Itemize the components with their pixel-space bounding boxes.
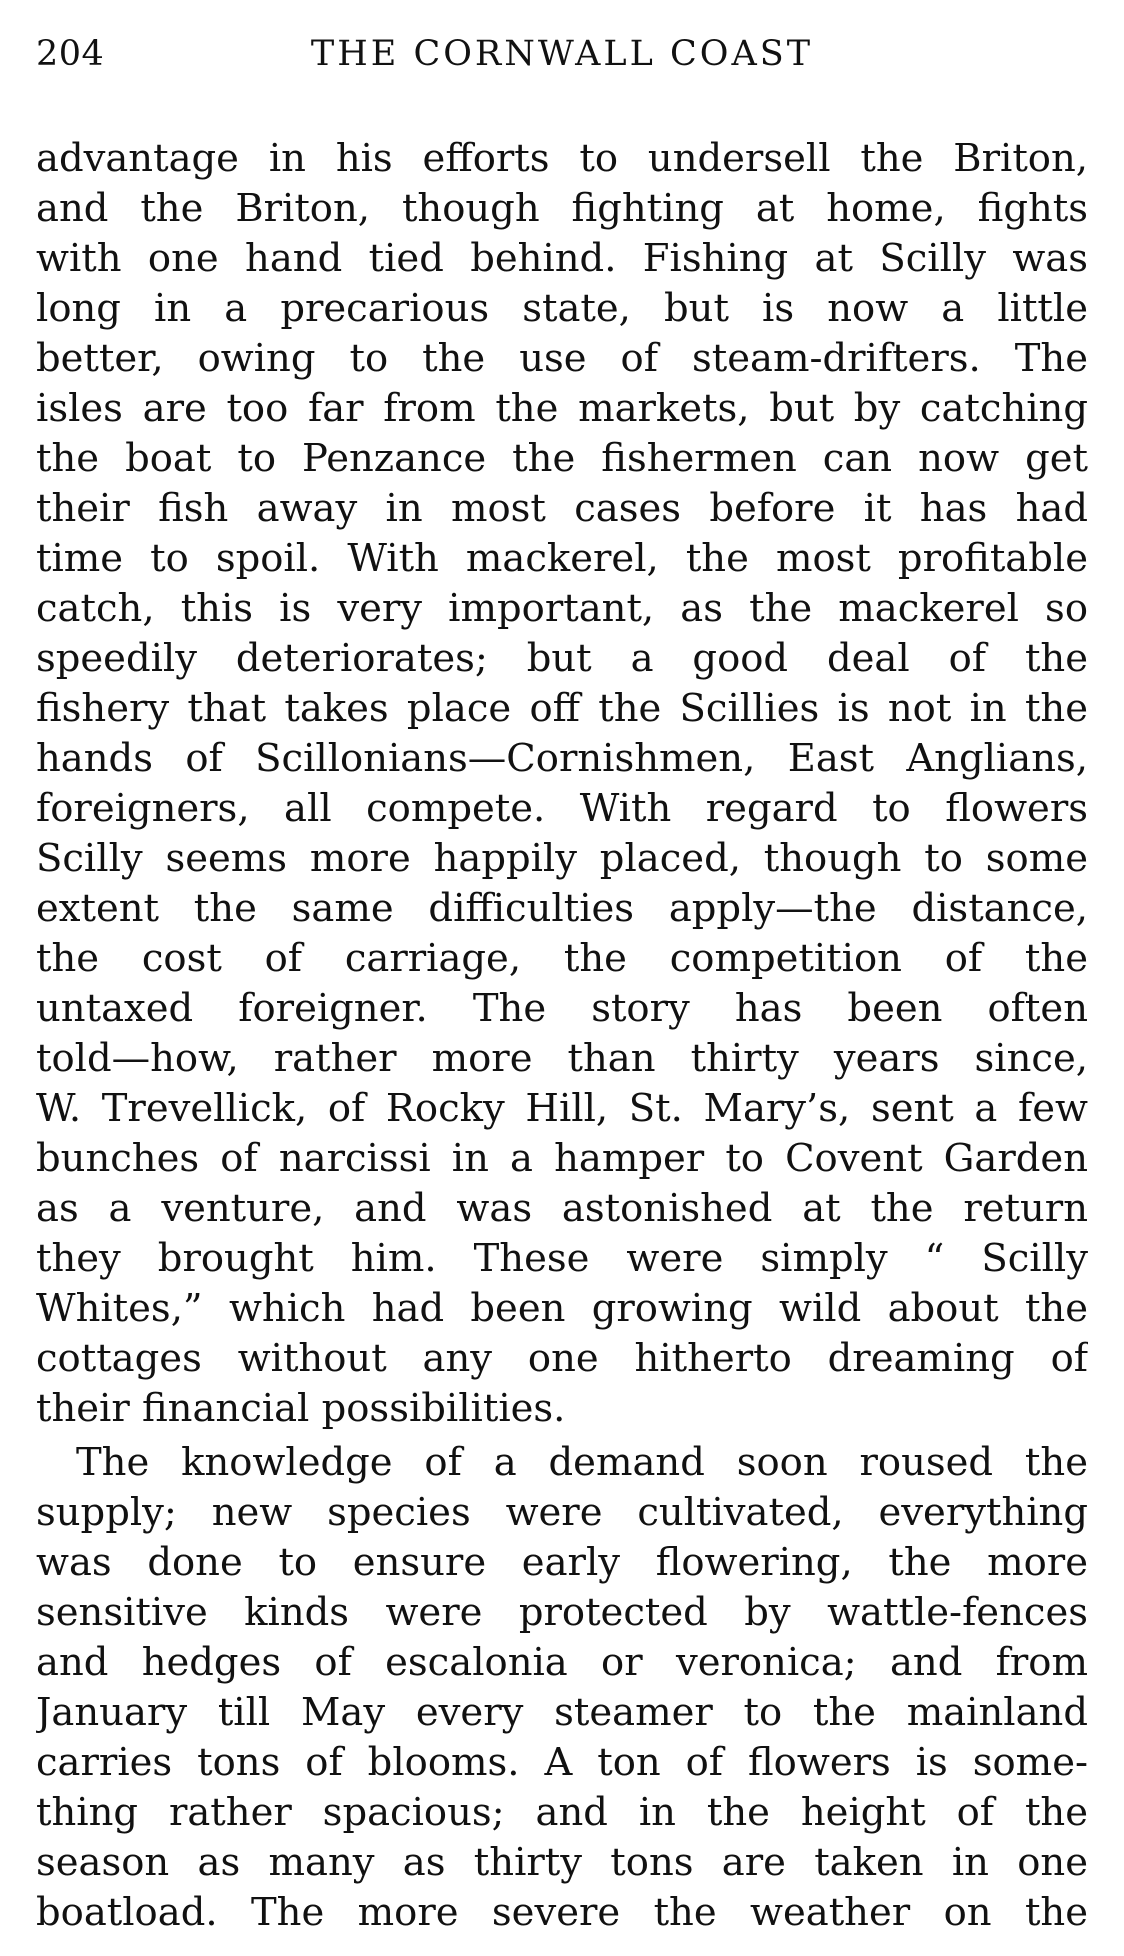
text-line: advantage in his efforts to undersell the Briton,: [36, 136, 1088, 181]
text-line: was done to ensure early flowering, the more: [36, 1540, 1088, 1585]
page-header: [36, 22, 1088, 86]
text-line: Scilly seems more happily placed, though to some: [36, 836, 1088, 881]
text-line: untaxed foreigner. The story has been often: [36, 986, 1088, 1031]
text-line: Whites,” which had been growing wild about the: [36, 1286, 1088, 1331]
text-line: their financial possibilities.: [36, 1386, 566, 1431]
text-line: The knowledge of a demand soon roused the: [76, 1440, 1088, 1485]
text-line: boatload. The more severe the weather on the: [36, 1890, 1088, 1935]
paragraph: [36, 134, 1088, 1434]
book-page: [36, 22, 1088, 1938]
text-line: the cost of carriage, the competition of the: [36, 936, 1088, 981]
text-line: the boat to Penzance the fishermen can now get: [36, 436, 1088, 481]
text-line: bunches of narcissi in a hamper to Covent Garden: [36, 1136, 1088, 1181]
page-number: 204: [36, 34, 105, 74]
text-line: sensitive kinds were protected by wattle-fences: [36, 1590, 1088, 1635]
text-line: fishery that takes place off the Scillies is not in the: [36, 686, 1088, 731]
text-line: isles are too far from the markets, but by catching: [36, 386, 1088, 431]
text-line: supply; new species were cultivated, everything: [36, 1490, 1088, 1535]
body-text: [36, 134, 1088, 1938]
text-line: with one hand tied behind. Fishing at Scilly was: [36, 236, 1088, 281]
text-line: their fish away in most cases before it has had: [36, 486, 1088, 531]
text-line: and the Briton, though fighting at home, fights: [36, 186, 1088, 231]
text-line: foreigners, all compete. With regard to flowers: [36, 786, 1088, 831]
text-line: told—how, rather more than thirty years since,: [36, 1036, 1088, 1081]
text-line: time to spoil. With mackerel, the most profitable: [36, 536, 1088, 581]
text-line: January till May every steamer to the mainland: [36, 1690, 1088, 1735]
running-head: THE CORNWALL COAST: [310, 34, 814, 74]
text-line: long in a precarious state, but is now a little: [36, 286, 1088, 331]
text-line: speedily deteriorates; but a good deal of the: [36, 636, 1088, 681]
text-line: extent the same difficulties apply—the distance,: [36, 886, 1088, 931]
text-line: thing rather spacious; and in the height of the: [36, 1790, 1088, 1835]
text-line: and hedges of escalonia or veronica; and from: [36, 1640, 1088, 1685]
text-line: catch, this is very important, as the mackerel so: [36, 586, 1088, 631]
text-line: cottages without any one hitherto dreaming of: [36, 1336, 1088, 1381]
text-line: hands of Scillonians—Cornishmen, East Anglians,: [36, 736, 1088, 781]
text-line: carries tons of blooms. A ton of flowers is some-: [36, 1740, 1088, 1785]
text-line: season as many as thirty tons are taken in one: [36, 1840, 1088, 1885]
text-line: W. Trevellick, of Rocky Hill, St. Mary’s, sent a few: [36, 1086, 1088, 1131]
text-line: better, owing to the use of steam-drifters. The: [36, 336, 1088, 381]
paragraph: [36, 1438, 1088, 1938]
text-line: as a venture, and was astonished at the return: [36, 1186, 1088, 1231]
text-line: they brought him. These were simply “ Scilly: [36, 1236, 1088, 1281]
